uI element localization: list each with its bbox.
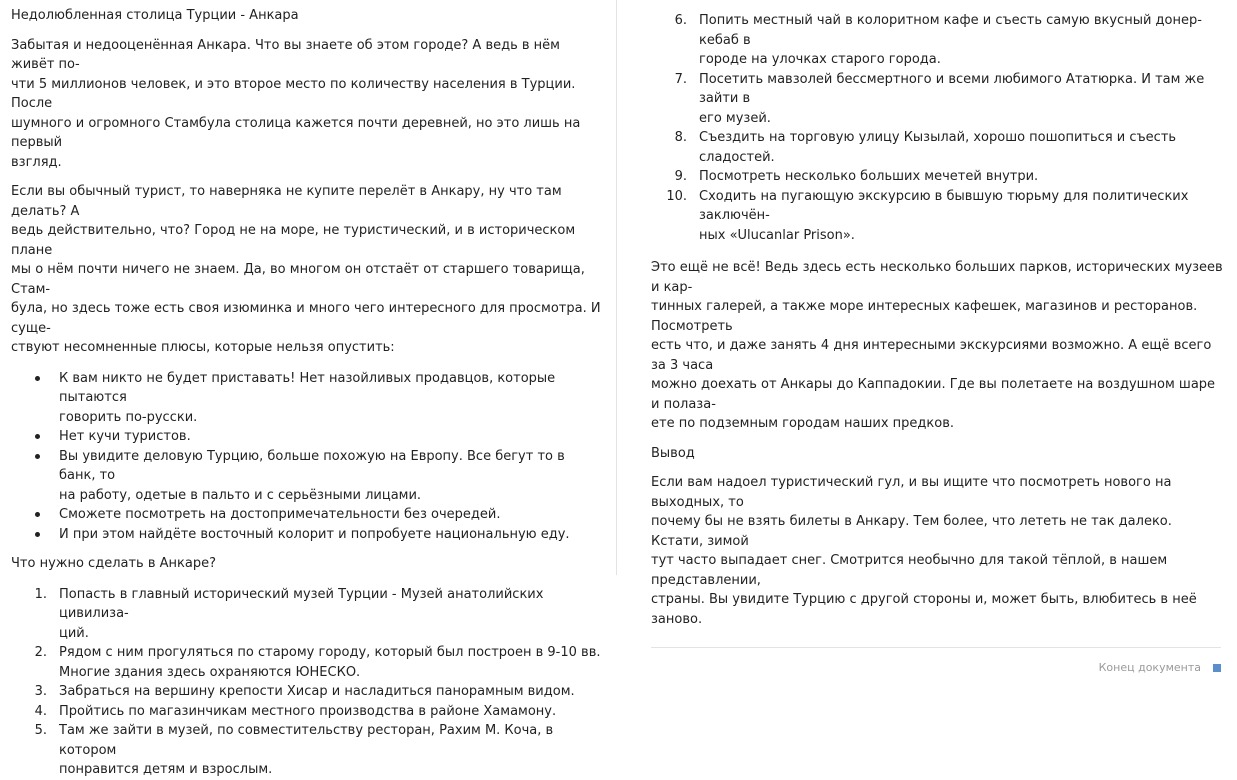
todo-item <box>651 70 1223 129</box>
text-line: К вам никто не будет приставать! Нет назойливых продавцов, которые пытаются <box>59 370 556 405</box>
text-line: Посетить мавзолей бессмертного и всеми любимого Ататюрка. И там же зайти в <box>699 71 1205 106</box>
todo-item <box>11 721 601 780</box>
item-number: 8. <box>674 130 687 145</box>
text-line: чти 5 миллионов человек, и это второе место по количеству населения в Турции. После <box>11 76 576 111</box>
todo-item <box>11 682 601 702</box>
text-line: Если вам надоел туристический гул, и вы ищите что посмотреть нового на выходных, то <box>651 475 1172 510</box>
item-number: 6. <box>674 13 687 28</box>
item-number: 7. <box>674 71 687 87</box>
section-heading: Что нужно сделать в Анкаре? <box>11 556 216 571</box>
text-line: его музей. <box>699 110 771 126</box>
intro-paragraph <box>11 36 601 173</box>
tourist-paragraph <box>11 182 601 358</box>
conclusion-paragraph <box>651 473 1223 629</box>
todo-list-part-2 <box>651 11 1223 245</box>
text-line: на работу, одетые в пальто и с серьёзными лицами. <box>59 487 422 503</box>
bullet-item <box>11 369 601 428</box>
item-number: 9. <box>674 169 687 184</box>
conclusion-heading: Вывод <box>651 445 695 461</box>
more-paragraph <box>651 258 1223 434</box>
right-column <box>651 0 1223 674</box>
text-line: була, но здесь тоже есть своя изюминка и много чего интересного для просмотра. И суще- <box>11 301 601 336</box>
text-line: Если вы обычный турист, то наверняка не купите перелёт в Анкару, ну что там делать? А <box>11 184 562 219</box>
text-line: И при этом найдёте восточный колорит и попробуете национальную еду. <box>59 526 570 542</box>
text-line: Вы увидите деловую Турцию, больше похожую на Европу. Все бегут то в банк, то <box>59 448 565 483</box>
todo-item <box>651 167 1223 187</box>
text-line: ствуют несомненные плюсы, которые нельзя опустить: <box>11 340 395 355</box>
text-line: Там же зайти в музей, по совместительству ресторан, Рахим М. Коча, в котором <box>59 723 554 758</box>
todo-item <box>651 128 1223 167</box>
item-number: 3. <box>34 684 47 699</box>
text-line: понравится детям и взрослым. <box>59 762 273 777</box>
text-line: Сходить на пугающую экскурсию в бывшую тюрьму для политических заключён- <box>699 188 1189 223</box>
text-line: шумного и огромного Стамбула столица кажется почти деревней, но это лишь на первый <box>11 115 581 150</box>
text-line: ведь действительно, что? Город не на море, не туристический, и в историческом плане <box>11 223 576 258</box>
bullet-item <box>11 505 601 525</box>
end-divider <box>651 647 1221 648</box>
text-line: Рядом с ним прогуляться по старому городу, который был построен в 9-10 вв. <box>59 645 601 660</box>
end-of-document <box>651 661 1223 674</box>
text-line: мы о нём почти ничего не знаем. Да, во многом он отстаёт от старшего товарища, Стам- <box>11 262 585 297</box>
text-line: взгляд. <box>11 154 62 170</box>
text-line: почему бы не взять билеты в Анкару. Тем более, что лететь не так далеко. Кстати, зимой <box>651 514 1172 549</box>
text-line: Посмотреть несколько больших мечетей внутри. <box>699 169 1039 184</box>
bullet-item <box>11 427 601 447</box>
bullet-item <box>11 447 601 506</box>
end-marker-icon <box>1213 664 1221 672</box>
item-number: 4. <box>34 703 47 719</box>
text-line: ете по подземным городам наших предков. <box>651 416 955 431</box>
column-divider <box>616 0 617 575</box>
text-line: Съездить на торговую улицу Кызылай, хорошо пошопиться и съесть сладостей. <box>699 130 1177 165</box>
text-line: можно доехать от Анкары до Каппадокии. Где вы полетаете на воздушном шаре и полаза- <box>651 377 1216 412</box>
item-number: 10. <box>666 188 687 204</box>
text-line: Попить местный чай в колоритном кафе и съесть самую вкусный донер-кебаб в <box>699 13 1202 48</box>
todo-item <box>651 187 1223 246</box>
todo-item <box>11 643 601 682</box>
text-line: Забытая и недооценённая Анкара. Что вы знаете об этом городе? А ведь в нём живёт по- <box>11 37 560 72</box>
item-number: 2. <box>34 645 47 660</box>
text-line: говорить по-русски. <box>59 409 198 425</box>
text-line: ций. <box>59 625 89 641</box>
text-line: Сможете посмотреть на достопримечательности без очередей. <box>59 507 501 522</box>
benefits-list <box>11 369 601 545</box>
text-line: Многие здания здесь охраняются ЮНЕСКО. <box>59 664 361 680</box>
todo-item <box>11 585 601 644</box>
bullet-item <box>11 525 601 545</box>
text-line: Пройтись по магазинчикам местного производства в районе Хамамону. <box>59 703 557 719</box>
text-line: городе на улочках старого города. <box>699 52 941 67</box>
text-line: Это ещё не всё! Ведь здесь есть несколько больших парков, исторических музеев и кар- <box>651 260 1223 295</box>
left-column <box>11 0 601 780</box>
document-title: Недолюбленная столица Турции - Анкара <box>11 8 299 23</box>
text-line: Нет кучи туристов. <box>59 429 191 444</box>
item-number: 5. <box>34 723 47 738</box>
text-line: ных «Ulucanlar Prison». <box>699 227 855 243</box>
end-label: Конец документа <box>1098 661 1201 674</box>
text-line: тут часто выпадает снег. Смотрится необычно для такой тёплой, в нашем представлении, <box>651 553 1168 588</box>
text-line: Забраться на вершину крепости Хисар и насладиться панорамным видом. <box>59 684 575 699</box>
item-number: 1. <box>34 586 47 602</box>
todo-item <box>11 702 601 722</box>
todo-item <box>651 11 1223 70</box>
text-line: страны. Вы увидите Турцию с другой стороны и, может быть, влюбитесь в неё заново. <box>651 592 1197 627</box>
text-line: есть что, и даже занять 4 дня интересными экскурсиями возможно. А ещё всего за 3 часа <box>651 338 1212 373</box>
text-line: тинных галерей, а также море интересных кафешек, магазинов и ресторанов. Посмотреть <box>651 299 1198 334</box>
todo-list-part-1 <box>11 585 601 780</box>
text-line: Попасть в главный исторический музей Турции - Музей анатолийских цивилиза- <box>59 586 544 621</box>
